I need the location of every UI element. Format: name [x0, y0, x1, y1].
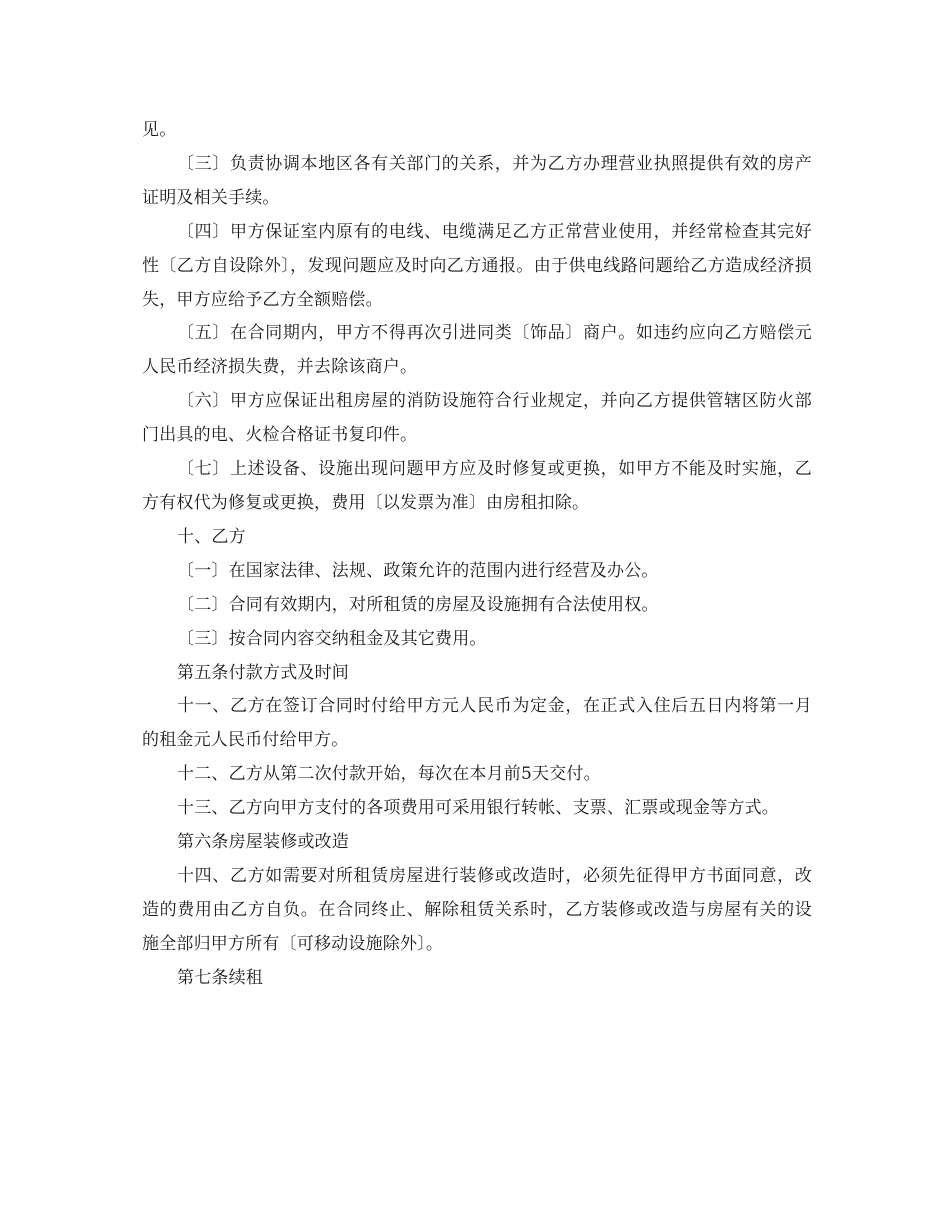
paragraph: 〔三〕按合同内容交纳租金及其它费用。	[177, 628, 487, 649]
paragraph: 十二、乙方从第二次付款开始，每次在本月前5天交付。	[177, 764, 601, 785]
paragraph: 〔三〕负责协调本地区各有关部门的关系，并为乙方办理营业执照提供有效的房产证明及相关手续。	[142, 153, 812, 208]
paragraph: 〔五〕在合同期内，甲方不得再次引进同类〔饰品〕商户。如违约应向乙方赔偿元人民币经济损失费，并去除该商户。	[142, 323, 812, 378]
paragraph: 〔七〕上述设备、设施出现问题甲方应及时修复或更换，如甲方不能及时实施，乙方有权代为修复或更换，费用〔以发票为准〕由房租扣除。	[142, 459, 812, 513]
section-heading: 第七条续租	[177, 967, 263, 988]
document-body	[142, 114, 812, 996]
paragraph: 〔一〕在国家法律、法规、政策允许的范围内进行经营及办公。	[177, 560, 659, 581]
section-heading: 第六条房屋装修或改造	[177, 832, 349, 853]
paragraph: 十四、乙方如需要对所租赁房屋进行装修或改造时，必须先征得甲方书面同意，改造的费用由乙方自负。在合同终止、解除租赁关系时，乙方装修或改造与房屋有关的设施全部归甲方所有〔可移动设施除外〕。	[142, 865, 812, 954]
section-heading: 十、乙方	[177, 526, 246, 547]
paragraph: 十一、乙方在签订合同时付给甲方元人民币为定金，在正式入住后五日内将第一月的租金元人民币付给甲方。	[142, 696, 812, 751]
paragraph: 见。	[142, 120, 177, 140]
paragraph: 〔六〕甲方应保证出租房屋的消防设施符合行业规定，并向乙方提供管辖区防火部门出具的电、火检合格证书复印件。	[142, 391, 812, 446]
paragraph: 十三、乙方向甲方支付的各项费用可采用银行转帐、支票、汇票或现金等方式。	[177, 798, 779, 819]
paragraph: 〔四〕甲方保证室内原有的电线、电缆满足乙方正常营业使用，并经常检查其完好性〔乙方自设除外〕，发现问题应及时向乙方通报。由于供电线路问题给乙方造成经济损失，甲方应给予乙方全额赔偿。	[142, 221, 812, 310]
paragraph: 〔二〕合同有效期内，对所租赁的房屋及设施拥有合法使用权。	[177, 594, 659, 615]
section-heading: 第五条付款方式及时间	[177, 662, 349, 683]
